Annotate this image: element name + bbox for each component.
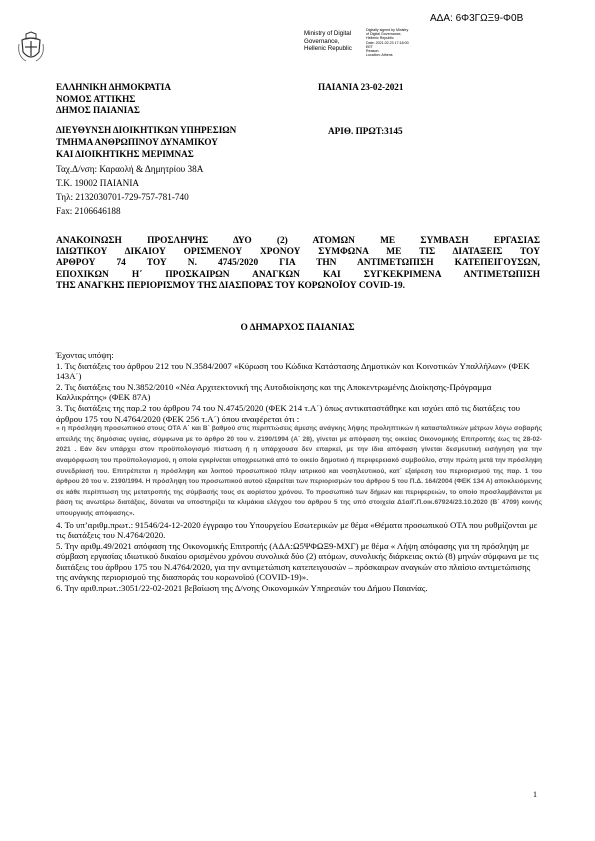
signature-detail-line: of Digital Governance, (366, 32, 402, 37)
page-number: 1 (533, 790, 537, 799)
list-item: 5. Την αριθμ.49/2021 απόφαση της Οικονομικής Επιτροπής (ΑΔΑ:Ω5ΨΦΩΞ9-ΜΧΓ) με θέμα « Λήψη απόφασης για τη πρόσληψη με σύμβαση εργασίας ιδιωτικού δικαίου ορισμένου χρόνου συνολικά δύο (2) ατόμων, συνολικής διάρκειας οκτώ (8) μηνών σύμφωνα με τις διατάξεις του άρθρου 175 του Ν.4764/2020, για την αντιμετώπιση κατεπειγουσών – πρόσκαιρων αναγκών στο πλαίσιο αντιμετώπισης της ανάγκης περιορισμού της διασποράς του κορωνοϊού (COVID-19)». (56, 540, 539, 583)
mayor-heading: Ο ΔΗΜΑΡΧΟΣ ΠΑΙΑΝΙΑΣ (240, 323, 355, 333)
title-line: ΙΔΙΩΤΙΚΟΥ ΔΙΚΑΙΟΥ ΟΡΙΣΜΕΝΟΥ ΧΡΟΝΟΥ ΣΥΜΦΩΝΑ ΜΕ ΤΙΣ ΔΙΑΤΑΞΕΙΣ ΤΟΥ (56, 247, 540, 258)
title-line: ΤΗΣ ΑΝΑΓΚΗΣ ΠΕΡΙΟΡΙΣΜΟΥ ΤΗΣ ΔΙΑΣΠΟΡΑΣ ΤΟΥ ΚΟΡΩΝΟΪΟΥ COVID-19. (56, 280, 405, 291)
title-line: ΕΠΟΧΙΚΩΝ Η΄ ΠΡΟΣΚΑΙΡΩΝ ΑΝΑΓΚΩΝ ΚΑΙ ΣΥΓΚΕΚΡΙΜΕΝΑ ΑΝΤΙΜΕΤΩΠΙΣΗ (56, 269, 540, 280)
signature-detail-line: EET (366, 44, 373, 49)
signature-org-line: Ministry of Digital (304, 30, 352, 37)
header-address-text: Ταχ.Δ/νση: Καραολή & Δημητρίου 38Α (56, 164, 204, 174)
list-item: 3. Τις διατάξεις της παρ.2 του άρθρου 74 του Ν.4745/2020 (ΦΕΚ 214 τ.Α΄) όπως αντικαταστάθηκε και ισχύει από τις διατάξεις του άρθρου 175 του Ν.4764/2020 (ΦΕΚ 256 τ.Α΄) όπου αναφέρεται ότι : (56, 402, 521, 424)
place-date: ΠΑΙΑΝΙΑ 23-02-2021 (318, 82, 404, 92)
header-municipality: ΔΗΜΟΣ ΠΑΙΑΝΙΑΣ (56, 105, 140, 115)
list-item: 2. Τις διατάξεις του Ν.3852/2010 «Νέα Αρχιτεκτονική της Αυτοδιοίκησης και της Αποκεντρωμένης Διοίκησης-Πρόγραμμα Καλλικράτης» (ΦΕΚ 87Α) (56, 381, 492, 403)
announcement-title (56, 236, 540, 292)
signature-org-line: Governance, (304, 37, 340, 45)
list-item: 1. Τις διατάξεις του άρθρου 212 του Ν.3584/2007 «Κύρωση του Κώδικα Κατάστασης Δημοτικών και Κοινοτικών Υπαλλήλων» (ΦΕΚ 143Α΄) (56, 360, 530, 382)
header-department: ΤΜΗΜΑ ΑΝΘΡΩΠΙΝΟΥ ΔΥΝΑΜΙΚΟΥ (56, 137, 218, 147)
intro-text: Έχοντας υπόψη: (56, 350, 114, 360)
title-line: ΑΝΑΚΟΙΝΩΣΗ ΠΡΟΣΛΗΨΗΣ ΔΥΟ (2) ΑΤΟΜΩΝ ΜΕ ΣΥΜΒΑΣΗ ΕΡΓΑΣΙΑΣ (56, 236, 540, 246)
signature-details (366, 28, 446, 57)
header-directorate: ΔΙΕΥΘΥΝΣΗ ΔΙΟΙΚΗΤΙΚΩΝ ΥΠΗΡΕΣΙΩΝ (56, 125, 237, 135)
signature-detail-line: Reason: (366, 49, 380, 54)
header-address (56, 164, 203, 175)
list-item: 6. Την αριθ.πρωτ.:3051/22-02-2021 βεβαίωση της Δ/νσης Οικονομικών Υπηρεσιών του Δήμου Παιανίας. (56, 583, 428, 594)
signature-organization (304, 30, 366, 53)
greek-emblem-logo (16, 30, 46, 64)
header-postcode: Τ.Κ. 19002 ΠΑΙΑΝΙΑ (56, 178, 140, 188)
signature-detail-line: Hellenic Republic (366, 36, 394, 41)
signature-org-line: Hellenic Republic (304, 45, 352, 53)
list-item: 4. Το υπ’αριθμ.πρωτ.: 91546/24-12-2020 έγγραφο του Υπουργείου Εσωτερικών με θέμα «Θέματα προσωπικού ΟΤΑ που ρυθμίζονται με τις διατάξεις του Ν.4764/2020. (56, 519, 538, 541)
header-prefecture: ΝΟΜΟΣ ΑΤΤΙΚΗΣ (56, 94, 136, 104)
ada-code: ΑΔΑ: 6Φ3ΓΩΞ9-Φ0Β (430, 13, 524, 24)
header-department-2: ΚΑΙ ΔΙΟΙΚΗΤΙΚΗΣ ΜΕΡΙΜΝΑΣ (56, 149, 194, 159)
protocol-number: ΑΡΙΘ. ΠΡΩΤ:3145 (328, 126, 403, 136)
signature-detail-line: Digitally signed by Ministry (366, 28, 409, 32)
legal-quote: « η πρόσληψη προσωπικού στους ΟΤΑ Α΄ και Β΄ βαθμού στις περιπτώσεις άμεσης ανάγκης λήψης προληπτικών ή κατασταλτικών μέτρων λόγω σοβαρής απειλής της δημόσιας υγείας, σύμφωνα με το άρθρο 20 του ν. 2190/1994 (Α΄ 28), γίνεται με απόφαση της οικείας Οικονομικής Επιτροπής έως τις 28-02-2021 . Εάν δεν υπάρχει στον προϋπολογισμό πίστωση ή η υπάρχουσα δεν επαρκεί, με την ίδια απόφαση γίνεται δεσμευτική εισήγηση για την αναμόρφωση του προϋπολογισμού, η οποία εγκρίνεται υποχρεωτικά από το οικείο δημοτικό ή περιφερειακό συμβούλιο, στην πρώτη μετά την πρόσληψη συνεδρίασή του. Επιτρέπεται η πρόσληψη και λοιπού προσωπικού πλην ιατρικού και νοσηλευτικού, κατ΄ εξαίρεση του περιορισμού της παρ. 1 του άρθρου 20 του ν. 2190/1994. Η πρόσληψη του προσωπικού αυτού εξαιρείται των περιορισμών του άρθρου 5 του Π.Δ. 164/2004 (ΦΕΚ 134 Α) αποκλειόμενης σε κάθε περίπτωση της μετατροπής της σύμβασής τους σε αορίστου χρόνου. Το προσωπικό των δήμων και περιφερειών, το οποίο προσλαμβάνεται με βάση τις ανωτέρω διατάξεις, δύναται να υποστηρίζει τα κλιμάκια ελέγχου του άρθρου 5 της υπό στοιχεία Δ1α/Γ.Π.οικ.67924/23.10.2020 (Β΄ 4709) κοινής υπουργικής απόφασης». (56, 425, 542, 517)
header-fax: Fax: 2106646188 (56, 206, 121, 216)
signature-detail-line: Location: Athens (366, 53, 393, 58)
signature-detail-line: Date: 2021.02.23 17:18:00 (366, 40, 409, 45)
title-line: ΑΡΘΡΟΥ 74 ΤΟΥ Ν. 4745/2020 ΓΙΑ ΤΗΝ ΑΝΤΙΜΕΤΩΠΙΣΗ ΚΑΤΕΠΕΙΓΟΥΣΩΝ, (56, 258, 540, 269)
document-body (56, 350, 542, 594)
header-phone: Τηλ: 2132030701-729-757-781-740 (56, 192, 189, 202)
header-country: ΕΛΛΗΝΙΚΗ ΔΗΜΟΚΡΑΤΙΑ (56, 82, 171, 92)
